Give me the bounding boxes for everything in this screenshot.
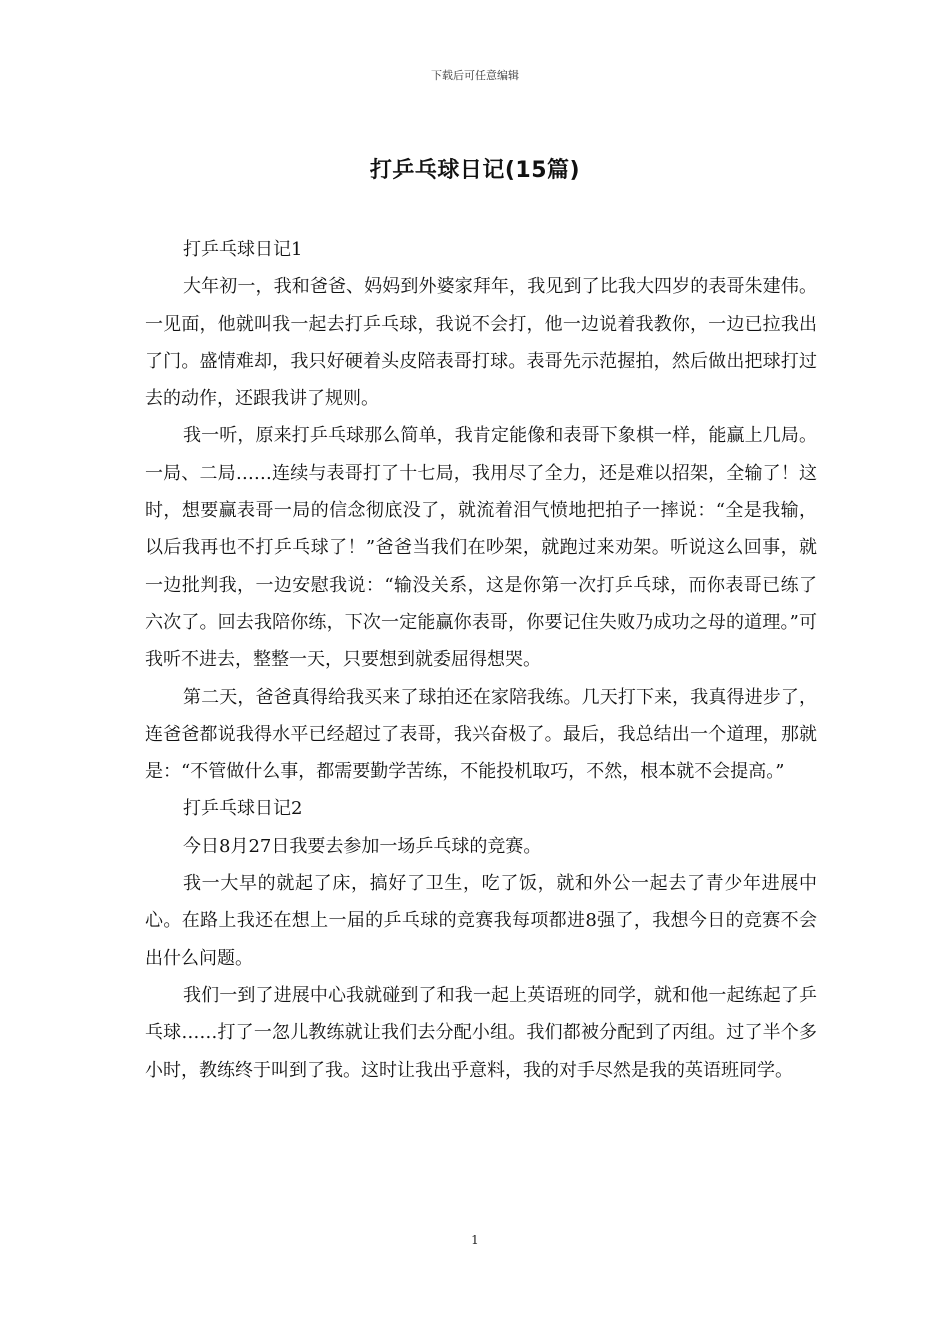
paragraph: 第二天，爸爸真得给我买来了球拍还在家陪我练。几天打下来，我真得进步了，连爸爸都说我得水平已经超过了表哥，我兴奋极了。最后，我总结出一个道理，那就是：“不管做什么事，都需要勤学苦练，不能投机取巧，不然，根本就不会提高。” — [145, 686, 817, 783]
section-heading-2: 打乒乓球日记2 — [183, 798, 303, 820]
paragraph: 今日8月27日我要去参加一场乒乓球的竞赛。 — [183, 835, 542, 857]
document-body — [145, 231, 817, 1089]
page-number: 1 — [471, 1233, 479, 1247]
paragraph: 我一听，原来打乒乓球那么简单，我肯定能像和表哥下象棋一样，能赢上几局。一局、二局……连续与表哥打了十七局，我用尽了全力，还是难以招架，全输了！这时，想要赢表哥一局的信念彻底没了，就流着泪气愤地把拍子一摔说：“全是我输，以后我再也不打乒乓球了！”爸爸当我们在吵架，就跑过来劝架。听说这么回事，就一边批判我，一边安慰我说：“输没关系，这是你第一次打乒乓球，而你表哥已练了六次了。回去我陪你练，下次一定能赢你表哥，你要记住失败乃成功之母的道理。”可我听不进去，整整一天，只要想到就委屈得想哭。 — [145, 425, 817, 671]
header-note: 下载后可任意编辑 — [431, 69, 519, 82]
section-heading-1: 打乒乓球日记1 — [183, 239, 303, 260]
paragraph: 大年初一，我和爸爸、妈妈到外婆家拜年，我见到了比我大四岁的表哥朱建伟。一见面，他就叫我一起去打乒乓球，我说不会打，他一边说着我教你，一边已拉我出了门。盛情难却，我只好硬着头皮陪表哥打球。表哥先示范握拍，然后做出把球打过去的动作，还跟我讲了规则。 — [145, 276, 817, 410]
document-title: 打乒乓球日记(15篇) — [369, 158, 581, 183]
paragraph: 我们一到了进展中心我就碰到了和我一起上英语班的同学，就和他一起练起了乒乓球……打了一忽儿教练就让我们去分配小组。我们都被分配到了丙组。过了半个多小时，教练终于叫到了我。这时让我出乎意料，我的对手尽然是我的英语班同学。 — [145, 984, 817, 1081]
paragraph: 我一大早的就起了床，搞好了卫生，吃了饭，就和外公一起去了青少年进展中心。在路上我还在想上一届的乒乓球的竞赛我每项都进8强了，我想今日的竞赛不会出什么问题。 — [145, 873, 817, 969]
